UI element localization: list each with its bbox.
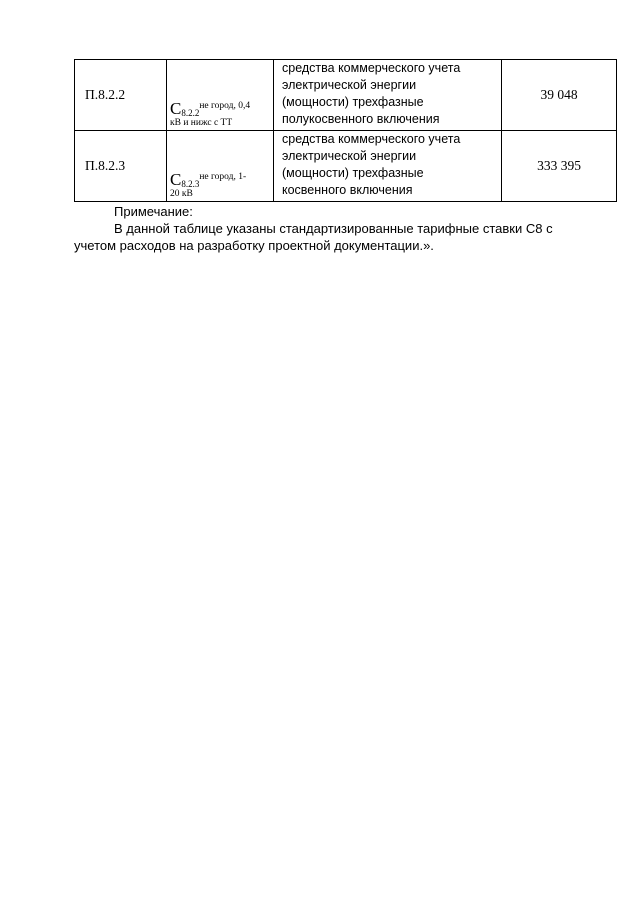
row-description — [274, 60, 502, 131]
description-line: (мощности) трехфазные — [282, 95, 424, 109]
note-text: В данной таблице указаны стандартизированные тарифные ставки С8 с учетом расходов на разработку проектной документации.». — [74, 221, 553, 253]
row-code: П.8.2.3 — [75, 131, 167, 202]
rate-symbol: С — [170, 98, 182, 118]
row-code: П.8.2.2 — [75, 60, 167, 131]
tariff-table — [74, 59, 617, 202]
rate-symbol: С — [170, 169, 182, 189]
rate-superscript-continued: 20 кВ — [170, 188, 193, 199]
note-title: Примечание: — [114, 204, 193, 219]
rate-subscript: 8.2.2 — [181, 107, 200, 118]
description-line: косвенного включения — [282, 183, 413, 197]
row-value: 39 048 — [502, 60, 617, 131]
row-value: 333 395 — [502, 131, 617, 202]
rate-superscript-continued: кВ и нижс с ТТ — [170, 117, 233, 128]
description-line: средства коммерческого учета — [282, 132, 461, 146]
description-line: электрической энергии — [282, 78, 417, 92]
rate-formula — [167, 60, 274, 131]
table-row — [75, 131, 617, 202]
description-line: средства коммерческого учета — [282, 61, 461, 75]
rate-superscript: не город, 0,4 — [199, 100, 251, 111]
rate-superscript: не город, 1- — [199, 171, 247, 182]
description-line: электрической энергии — [282, 149, 417, 163]
description-line: (мощности) трехфазные — [282, 166, 424, 180]
description-line: полукосвенного включения — [282, 112, 440, 126]
rate-formula — [167, 131, 274, 202]
row-description — [274, 131, 502, 202]
table-row — [75, 60, 617, 131]
rate-subscript: 8.2.3 — [181, 178, 200, 189]
